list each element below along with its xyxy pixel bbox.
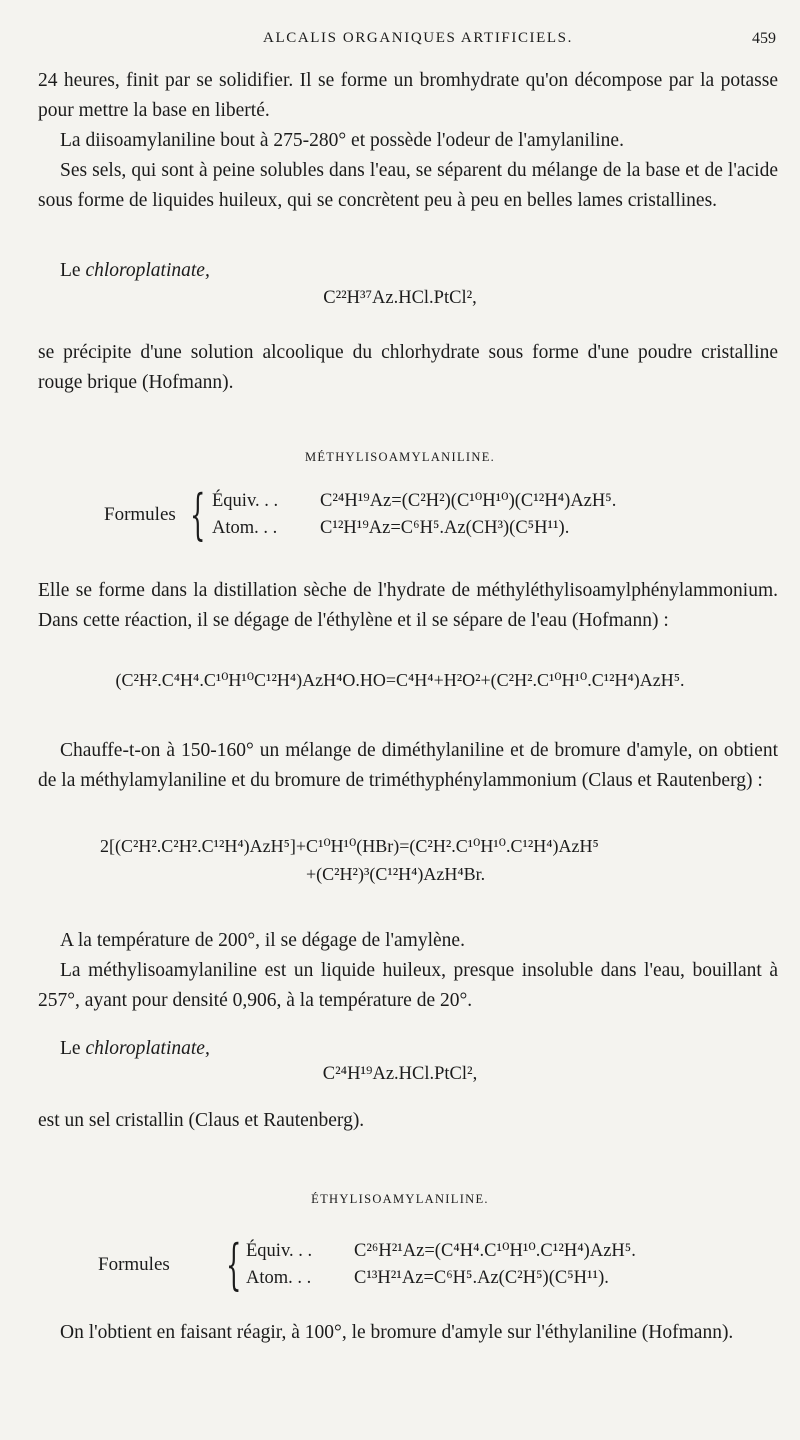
formula-block-1 <box>104 483 784 548</box>
paragraph-preparation: On l'obtient en faisant réagir, à 100°, le bromure d'amyle sur l'éthylaniline (Hofmann). <box>60 1322 734 1343</box>
chloroplatinate-prefix: Le <box>60 260 81 281</box>
formula-row-value: C²⁶H²¹Az=(C⁴H⁴.C¹⁰H¹⁰.C¹²H⁴)AzH⁵. <box>354 1241 636 1261</box>
section-title-ethylisoamylaniline: ÉTHYLISOAMYLANILINE. <box>311 1192 489 1206</box>
chloroplatinate-name: chloroplatinate, <box>85 1038 210 1059</box>
paragraph-boiling-point: La diisoamylaniline bout à 275-280° et possède l'odeur de l'amylaniline. <box>60 130 624 151</box>
paragraph-amylene: A la température de 200°, il se dégage de l'amylène. <box>60 930 465 951</box>
running-header <box>60 30 776 54</box>
paragraph-crystalline: est un sel cristallin (Claus et Rautenberg). <box>38 1110 365 1131</box>
formula-row-equiv <box>212 490 616 512</box>
running-title: ALCALIS ORGANIQUES ARTIFICIELS. <box>263 30 573 46</box>
formula-row-key: Atom. . . <box>212 518 278 538</box>
formula-row-key: Équiv. . . <box>212 491 279 511</box>
chloroplatinate-formula-2: C²⁴H¹⁹Az.HCl.PtCl², <box>322 1064 478 1084</box>
section-title-methylisoamylaniline: MÉTHYLISOAMYLANILINE. <box>304 450 496 464</box>
brace-icon: { <box>226 1233 242 1296</box>
formula-row-value: C¹²H¹⁹Az=C⁶H⁵.Az(CH³)(C⁵H¹¹). <box>320 518 570 538</box>
formula-label: Formules <box>98 1254 170 1275</box>
paragraph-dry-distillation: Elle se forme dans la distillation sèche de l'hydrate de méthyléthylisoamylphénylammonium. Dans cette réaction, il se dégage de l'éthylène et il se sépare de l'eau (Hofmann) : <box>38 580 778 631</box>
equation-2-line-1: 2[(C²H².C²H².C¹²H⁴)AzH⁵]+C¹⁰H¹⁰(HBr)=(C²H².C¹⁰H¹⁰.C¹²H⁴)AzH⁵ <box>100 836 599 856</box>
chloroplatinate-heading-2 <box>38 1034 778 1064</box>
formula-row-value: C²⁴H¹⁹Az=(C²H²)(C¹⁰H¹⁰)(C¹²H⁴)AzH⁵. <box>320 491 617 511</box>
chloroplatinate-formula-1: C²²H³⁷Az.HCl.PtCl², <box>323 288 477 308</box>
chloroplatinate-heading-1 <box>38 256 778 286</box>
formula-row-equiv <box>246 1240 636 1262</box>
equation-2-line-2: +(C²H²)³(C¹²H⁴)AzH⁴Br. <box>306 864 486 884</box>
paragraph-salts: Ses sels, qui sont à peine solubles dans l'eau, se séparent du mélange de la base et de l'acide sous forme de liquides huileux, qui se concrètent peu à peu en belles lames cristallines. <box>38 160 778 211</box>
paragraph-heating: Chauffe-t-on à 150-160° un mélange de diméthylaniline et de bromure d'amyle, on obtient de la méthylamylaniline et du bromure de triméthyphénylammonium (Claus et Rautenberg) : <box>38 740 778 791</box>
paragraph-properties: La méthylisoamylaniline est un liquide huileux, presque insoluble dans l'eau, bouillant à 257°, ayant pour densité 0,906, à la température de 20°. <box>38 960 778 1011</box>
formula-row-key: Atom. . . <box>246 1268 312 1288</box>
equation-1: (C²H².C⁴H⁴.C¹⁰H¹⁰C¹²H⁴)AzH⁴O.HO=C⁴H⁴+H²O²+(C²H².C¹⁰H¹⁰.C¹²H⁴)AzH⁵. <box>115 670 685 690</box>
chloroplatinate-prefix: Le <box>60 1038 81 1059</box>
formula-block-2 <box>98 1233 778 1298</box>
paragraph-continuation: 24 heures, finit par se solidifier. Il se forme un bromhydrate qu'on décompose par la potasse pour mettre la base en liberté. <box>38 70 778 121</box>
page-number: 459 <box>752 30 776 47</box>
formula-label: Formules <box>104 504 176 525</box>
formula-row-value: C¹³H²¹Az=C⁶H⁵.Az(C²H⁵)(C⁵H¹¹). <box>354 1268 609 1288</box>
formula-row-atom <box>246 1268 609 1289</box>
paragraph-precipitate: se précipite d'une solution alcoolique du chlorhydrate sous forme d'une poudre cristalline rouge brique (Hofmann). <box>38 342 778 393</box>
brace-icon: { <box>190 483 206 546</box>
chloroplatinate-name: chloroplatinate, <box>85 260 210 281</box>
formula-row-atom <box>212 518 569 539</box>
formula-row-key: Équiv. . . <box>246 1241 313 1261</box>
